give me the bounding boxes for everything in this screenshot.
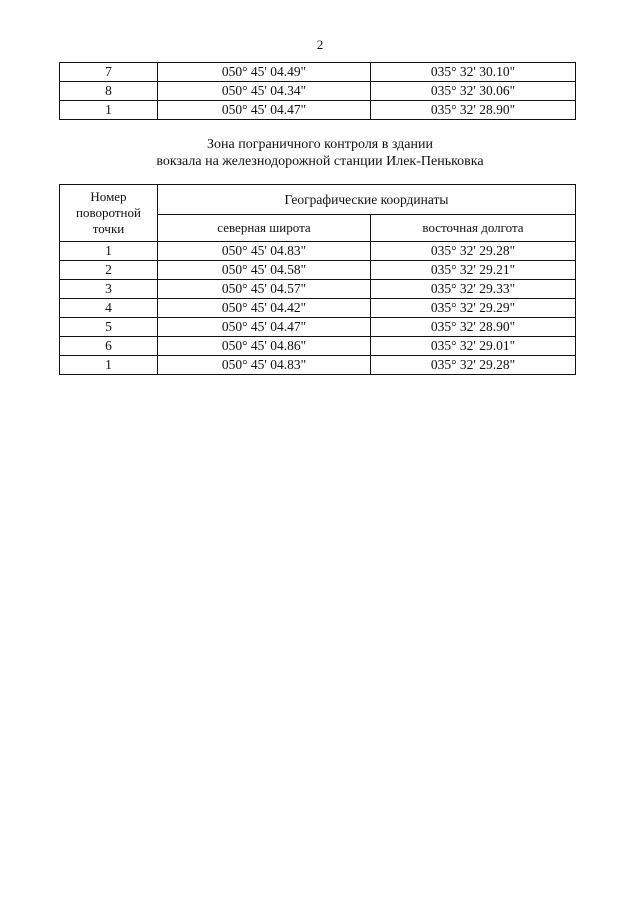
table-row (60, 261, 576, 280)
coordinates-header: Географические координаты (158, 185, 576, 215)
table-row (60, 318, 576, 337)
latitude-cell: 050° 45' 04.57" (158, 280, 371, 299)
latitude-cell: 050° 45' 04.42" (158, 299, 371, 318)
longitude-cell: 035° 32' 28.90" (371, 318, 576, 337)
point-number-cell: 5 (60, 318, 158, 337)
latitude-header: северная широта (158, 214, 371, 241)
latitude-cell: 050° 45' 04.86" (158, 337, 371, 356)
longitude-cell: 035° 32' 29.33" (371, 280, 576, 299)
longitude-cell: 035° 32' 29.29" (371, 299, 576, 318)
longitude-cell: 035° 32' 30.06" (371, 82, 576, 101)
point-number-cell: 2 (60, 261, 158, 280)
point-number-header (60, 185, 158, 242)
point-number-cell: 4 (60, 299, 158, 318)
latitude-cell: 050° 45' 04.47" (158, 318, 371, 337)
table-row (60, 242, 576, 261)
longitude-cell: 035° 32' 29.28" (371, 356, 576, 375)
table-row (60, 82, 576, 101)
latitude-cell: 050° 45' 04.58" (158, 261, 371, 280)
table-row (60, 356, 576, 375)
header-label-line: поворотной (76, 205, 141, 220)
point-number-cell: 1 (60, 356, 158, 375)
latitude-cell: 050° 45' 04.47" (158, 101, 371, 120)
table-header-row (60, 185, 576, 215)
longitude-cell: 035° 32' 28.90" (371, 101, 576, 120)
latitude-cell: 050° 45' 04.83" (158, 356, 371, 375)
section-title-line: вокзала на железнодорожной станции Илек-Пеньковка (156, 154, 484, 169)
point-number-cell: 7 (60, 63, 158, 82)
section-title (0, 136, 640, 170)
page-number: 2 (316, 37, 324, 52)
longitude-header: восточная долгота (371, 214, 576, 241)
longitude-cell: 035° 32' 29.21" (371, 261, 576, 280)
table-row (60, 63, 576, 82)
table-row (60, 299, 576, 318)
point-number-cell: 8 (60, 82, 158, 101)
point-number-cell: 3 (60, 280, 158, 299)
point-number-cell: 6 (60, 337, 158, 356)
latitude-cell: 050° 45' 04.49" (158, 63, 371, 82)
header-label-line: Номер (90, 189, 127, 204)
table-row (60, 101, 576, 120)
coordinates-table-continued (59, 62, 576, 120)
point-number-cell: 1 (60, 242, 158, 261)
section-title-line: Зона пограничного контроля в здании (207, 137, 433, 152)
point-number-cell: 1 (60, 101, 158, 120)
table-row (60, 280, 576, 299)
latitude-cell: 050° 45' 04.83" (158, 242, 371, 261)
longitude-cell: 035° 32' 29.01" (371, 337, 576, 356)
longitude-cell: 035° 32' 30.10" (371, 63, 576, 82)
longitude-cell: 035° 32' 29.28" (371, 242, 576, 261)
coordinates-table (59, 184, 576, 375)
table-row (60, 337, 576, 356)
header-label-line: точки (92, 221, 125, 236)
latitude-cell: 050° 45' 04.34" (158, 82, 371, 101)
